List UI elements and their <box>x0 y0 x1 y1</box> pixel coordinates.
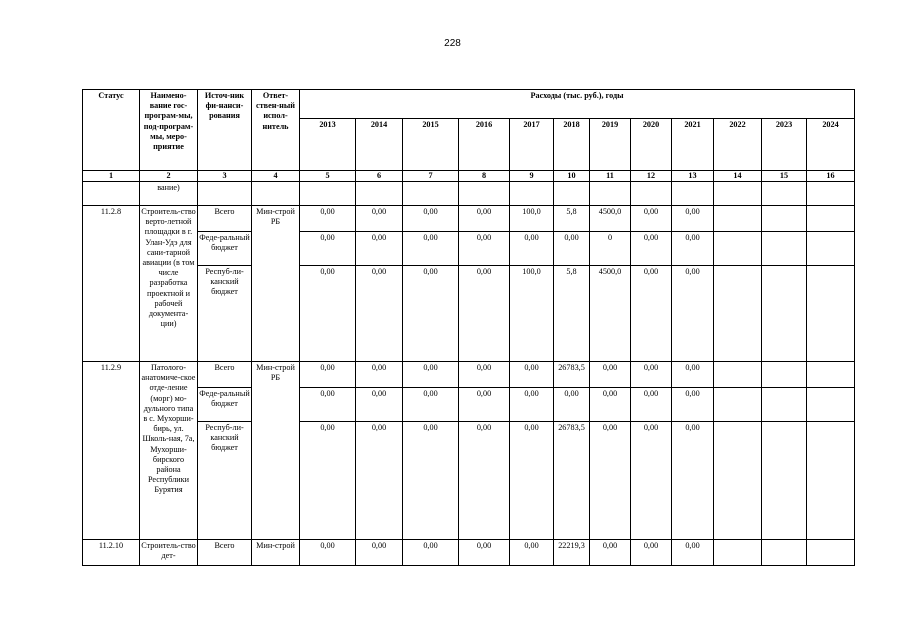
expense-value-cell <box>762 266 807 362</box>
expense-value-cell <box>807 232 855 266</box>
expense-value-cell: 0,00 <box>459 422 510 540</box>
expense-value-cell <box>807 362 855 388</box>
page-number: 228 <box>444 38 461 49</box>
expense-value-cell: 26783,5 <box>554 422 590 540</box>
status-cell: 11.2.10 <box>83 540 140 566</box>
table-row <box>83 206 855 232</box>
expense-value-cell: 0,00 <box>590 540 631 566</box>
empty-cell <box>510 182 554 206</box>
expense-value-cell: 0,00 <box>631 362 672 388</box>
expense-value-cell <box>714 206 762 232</box>
column-number-row <box>83 171 855 182</box>
column-number: 16 <box>807 171 855 182</box>
expense-value-cell <box>762 388 807 422</box>
expense-value-cell <box>714 388 762 422</box>
empty-cell <box>83 182 140 206</box>
expense-value-cell: 0,00 <box>672 232 714 266</box>
empty-cell <box>252 182 300 206</box>
header-year-2017: 2017 <box>510 119 554 171</box>
column-number: 14 <box>714 171 762 182</box>
funding-source-cell: Всего <box>198 362 252 388</box>
program-name-cell: Патолого-анатомиче-ское отде-ление (морг) мо-дульного типа в с. Мухорши-бирь, ул. Школь-ная, 7а, Мухорши-бирского района Республики Бурятия <box>140 362 198 540</box>
table-row <box>83 388 855 422</box>
column-number: 9 <box>510 171 554 182</box>
expense-value-cell <box>762 206 807 232</box>
expense-value-cell: 0,00 <box>300 266 356 362</box>
program-name-cell: Строитель-ство верто-летной площадки в г. Улан-Удэ для сани-тарной авиации (в том числе разработка проектной и рабочей документа-ции) <box>140 206 198 362</box>
expense-value-cell: 0,00 <box>590 422 631 540</box>
funding-source-cell: Феде-ральный бюджет <box>198 388 252 422</box>
column-number: 4 <box>252 171 300 182</box>
empty-cell <box>714 182 762 206</box>
executor-cell: Мин-строй <box>252 540 300 566</box>
expense-value-cell: 0,00 <box>631 266 672 362</box>
expense-value-cell <box>762 422 807 540</box>
expense-value-cell: 0,00 <box>672 266 714 362</box>
table-row <box>83 266 855 362</box>
continuation-text: вание) <box>140 182 198 206</box>
expense-value-cell: 0,00 <box>554 232 590 266</box>
table-row <box>83 540 855 566</box>
expense-value-cell: 0,00 <box>672 422 714 540</box>
expense-value-cell <box>807 422 855 540</box>
column-number: 11 <box>590 171 631 182</box>
expense-value-cell: 26783,5 <box>554 362 590 388</box>
expense-value-cell: 0,00 <box>510 540 554 566</box>
expense-value-cell: 0,00 <box>554 388 590 422</box>
expense-value-cell: 0,00 <box>356 422 403 540</box>
header-year-2015: 2015 <box>403 119 459 171</box>
empty-cell <box>356 182 403 206</box>
expense-value-cell: 0,00 <box>672 540 714 566</box>
funding-source-cell: Всего <box>198 540 252 566</box>
header-year-2019: 2019 <box>590 119 631 171</box>
header-year-2018: 2018 <box>554 119 590 171</box>
expense-value-cell: 4500,0 <box>590 206 631 232</box>
column-number: 5 <box>300 171 356 182</box>
expense-value-cell: 0,00 <box>459 266 510 362</box>
header-funding-source: Источ-ник фи-нанси-рования <box>198 90 252 171</box>
expense-value-cell: 0,00 <box>356 206 403 232</box>
column-number: 15 <box>762 171 807 182</box>
header-row-top <box>83 90 855 119</box>
header-status: Статус <box>83 90 140 171</box>
header-executor: Ответ-ствен-ный испол-нитель <box>252 90 300 171</box>
expense-value-cell: 0,00 <box>590 362 631 388</box>
header-year-2014: 2014 <box>356 119 403 171</box>
expense-value-cell <box>714 266 762 362</box>
header-year-2022: 2022 <box>714 119 762 171</box>
expense-value-cell: 0,00 <box>403 388 459 422</box>
empty-cell <box>554 182 590 206</box>
expense-value-cell <box>714 540 762 566</box>
empty-cell <box>198 182 252 206</box>
header-year-2024: 2024 <box>807 119 855 171</box>
expense-value-cell: 0,00 <box>403 422 459 540</box>
expense-value-cell: 0,00 <box>403 266 459 362</box>
empty-cell <box>672 182 714 206</box>
expense-value-cell: 4500,0 <box>590 266 631 362</box>
expense-value-cell: 0,00 <box>403 206 459 232</box>
executor-cell: Мин-строй РБ <box>252 362 300 540</box>
expense-value-cell: 100,0 <box>510 266 554 362</box>
expense-value-cell: 0,00 <box>631 232 672 266</box>
table-row <box>83 422 855 540</box>
empty-cell <box>459 182 510 206</box>
column-number: 2 <box>140 171 198 182</box>
expense-value-cell: 0,00 <box>459 206 510 232</box>
expense-value-cell: 0,00 <box>403 362 459 388</box>
expense-value-cell <box>714 232 762 266</box>
budget-table <box>82 89 855 566</box>
expense-value-cell: 0,00 <box>631 388 672 422</box>
header-year-2023: 2023 <box>762 119 807 171</box>
expense-value-cell: 0,00 <box>459 232 510 266</box>
funding-source-cell: Всего <box>198 206 252 232</box>
expense-value-cell: 0,00 <box>672 206 714 232</box>
header-program-name: Наимено-вание гос-програм-мы, под-програм-мы, меро-приятие <box>140 90 198 171</box>
header-year-2021: 2021 <box>672 119 714 171</box>
expense-value-cell <box>714 422 762 540</box>
expense-value-cell: 0,00 <box>672 388 714 422</box>
program-name-cell: Строитель-ство дет- <box>140 540 198 566</box>
expense-value-cell <box>714 362 762 388</box>
expense-value-cell: 0,00 <box>510 388 554 422</box>
column-number: 6 <box>356 171 403 182</box>
empty-cell <box>300 182 356 206</box>
expense-value-cell: 0,00 <box>510 362 554 388</box>
empty-cell <box>631 182 672 206</box>
executor-cell: Мин-строй РБ <box>252 206 300 362</box>
empty-cell <box>590 182 631 206</box>
expense-value-cell: 0,00 <box>459 362 510 388</box>
column-number: 7 <box>403 171 459 182</box>
expense-value-cell <box>807 266 855 362</box>
expense-value-cell <box>807 206 855 232</box>
status-cell: 11.2.9 <box>83 362 140 540</box>
expense-value-cell: 0,00 <box>356 362 403 388</box>
expense-value-cell: 0,00 <box>300 540 356 566</box>
expense-value-cell: 0,00 <box>300 388 356 422</box>
table-row <box>83 362 855 388</box>
empty-cell <box>807 182 855 206</box>
expense-value-cell: 0,00 <box>672 362 714 388</box>
expense-value-cell: 0,00 <box>403 540 459 566</box>
expense-value-cell: 0,00 <box>510 422 554 540</box>
column-number: 1 <box>83 171 140 182</box>
expense-value-cell: 0,00 <box>590 388 631 422</box>
expense-value-cell: 0,00 <box>300 422 356 540</box>
expense-value-cell: 0,00 <box>356 266 403 362</box>
column-number: 10 <box>554 171 590 182</box>
header-year-2020: 2020 <box>631 119 672 171</box>
expense-value-cell <box>762 540 807 566</box>
expense-value-cell: 0,00 <box>631 540 672 566</box>
expense-value-cell: 0,00 <box>356 540 403 566</box>
column-number: 3 <box>198 171 252 182</box>
expense-value-cell: 0,00 <box>459 540 510 566</box>
header-expenses: Расходы (тыс. руб.), годы <box>300 90 855 119</box>
column-number: 12 <box>631 171 672 182</box>
column-number: 13 <box>672 171 714 182</box>
empty-cell <box>762 182 807 206</box>
expense-value-cell: 0,00 <box>459 388 510 422</box>
continuation-row <box>83 182 855 206</box>
funding-source-cell: Респуб-ли-канский бюджет <box>198 422 252 540</box>
empty-cell <box>403 182 459 206</box>
funding-source-cell: Респуб-ли-канский бюджет <box>198 266 252 362</box>
expense-value-cell: 0,00 <box>300 362 356 388</box>
expense-value-cell: 100,0 <box>510 206 554 232</box>
expense-value-cell <box>807 388 855 422</box>
expense-value-cell: 0 <box>590 232 631 266</box>
expense-value-cell: 0,00 <box>510 232 554 266</box>
expense-value-cell: 0,00 <box>403 232 459 266</box>
expense-value-cell: 5,8 <box>554 206 590 232</box>
expense-value-cell: 22219,3 <box>554 540 590 566</box>
expense-value-cell <box>762 362 807 388</box>
column-number: 8 <box>459 171 510 182</box>
expense-value-cell: 0,00 <box>300 206 356 232</box>
header-year-2013: 2013 <box>300 119 356 171</box>
expense-value-cell: 0,00 <box>356 388 403 422</box>
status-cell: 11.2.8 <box>83 206 140 362</box>
table-row <box>83 232 855 266</box>
expense-value-cell <box>807 540 855 566</box>
expense-value-cell: 0,00 <box>631 422 672 540</box>
expense-value-cell: 5,8 <box>554 266 590 362</box>
table-body <box>83 182 855 566</box>
header-year-2016: 2016 <box>459 119 510 171</box>
expense-value-cell <box>762 232 807 266</box>
expense-value-cell: 0,00 <box>631 206 672 232</box>
funding-source-cell: Феде-ральный бюджет <box>198 232 252 266</box>
expense-value-cell: 0,00 <box>300 232 356 266</box>
expense-value-cell: 0,00 <box>356 232 403 266</box>
